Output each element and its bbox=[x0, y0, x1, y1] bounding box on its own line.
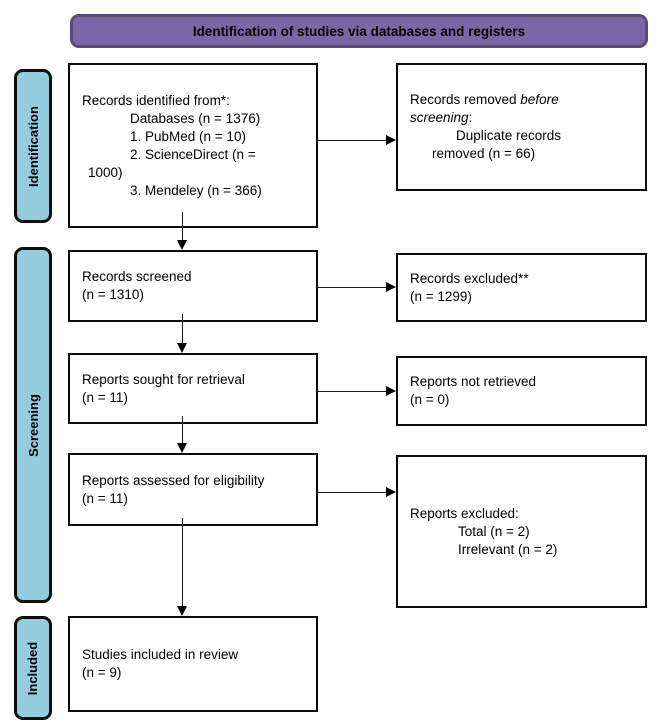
banner-identification-via-databases bbox=[70, 14, 648, 48]
records-removed-line2 bbox=[410, 109, 637, 127]
stage-label-included: Included bbox=[25, 641, 41, 695]
stage-tab-included bbox=[14, 616, 52, 720]
stage-tab-screening bbox=[14, 247, 52, 603]
reports-sought-count: (n = 11) bbox=[82, 389, 128, 405]
box-studies-included bbox=[68, 616, 318, 712]
studies-included-count: (n = 9) bbox=[82, 665, 122, 680]
reports-sought-line: Reports sought for retrieval bbox=[82, 371, 245, 387]
reports-assessed-count: (n = 11) bbox=[82, 490, 128, 506]
records-removed-normal: Records removed bbox=[410, 92, 521, 107]
arrow-identified-to-screened bbox=[182, 212, 183, 240]
records-identified-line: Records identified from*: bbox=[82, 92, 230, 108]
box-reports-not-retrieved bbox=[396, 356, 647, 426]
arrow-screened-to-sought bbox=[182, 314, 183, 343]
reports-not-retrieved-count: (n = 0) bbox=[410, 392, 450, 407]
box-records-identified bbox=[68, 63, 318, 228]
records-excluded-line: Records excluded** bbox=[410, 270, 529, 286]
arrow-assessed-to-included bbox=[182, 518, 183, 606]
reports-excluded-line: Reports excluded: bbox=[410, 505, 519, 521]
box-records-removed bbox=[396, 63, 647, 191]
arrow-assessed-to-reports-excluded bbox=[318, 492, 386, 493]
stage-label-identification: Identification bbox=[25, 105, 41, 187]
studies-included-line: Studies included in review bbox=[82, 647, 239, 662]
records-removed-italic-screening: screening bbox=[410, 110, 469, 125]
arrow-sought-to-assessed bbox=[182, 416, 183, 443]
records-identified-sciencedirect: 2. ScienceDirect (n = bbox=[130, 146, 256, 162]
box-reports-assessed bbox=[68, 453, 318, 526]
records-identified-pubmed: 1. PubMed (n = 10) bbox=[130, 128, 246, 144]
reports-assessed-line: Reports assessed for eligibility bbox=[82, 472, 265, 488]
reports-excluded-total: Total (n = 2) bbox=[458, 523, 530, 539]
arrow-sought-to-not-retrieved bbox=[318, 391, 386, 392]
box-reports-sought bbox=[68, 353, 318, 424]
box-records-screened bbox=[68, 250, 318, 322]
records-identified-mendeley: 3. Mendeley (n = 366) bbox=[130, 182, 262, 198]
records-identified-sciencedirect-wrap: 1000) bbox=[88, 164, 123, 180]
stage-label-screening: Screening bbox=[25, 393, 41, 457]
arrow-identified-to-removed bbox=[318, 140, 386, 141]
records-screened-line: Records screened bbox=[82, 269, 192, 284]
records-removed-italic-before: before bbox=[520, 92, 559, 107]
reports-excluded-irrelevant: Irrelevant (n = 2) bbox=[458, 541, 558, 557]
records-removed-line1 bbox=[410, 91, 637, 109]
box-reports-excluded bbox=[396, 455, 647, 608]
box-records-excluded bbox=[396, 253, 647, 322]
records-identified-databases: Databases (n = 1376) bbox=[130, 110, 261, 126]
banner-title: Identification of studies via databases and registers bbox=[192, 23, 526, 39]
records-removed-colon: : bbox=[468, 110, 473, 125]
records-removed-duplicates-count: removed (n = 66) bbox=[432, 146, 536, 161]
records-removed-duplicates: Duplicate records bbox=[456, 128, 562, 143]
reports-not-retrieved-line: Reports not retrieved bbox=[410, 374, 537, 389]
arrow-screened-to-excluded bbox=[318, 287, 386, 288]
records-screened-count: (n = 1310) bbox=[82, 287, 144, 302]
stage-tab-identification bbox=[14, 69, 52, 223]
records-excluded-count: (n = 1299) bbox=[410, 288, 472, 304]
